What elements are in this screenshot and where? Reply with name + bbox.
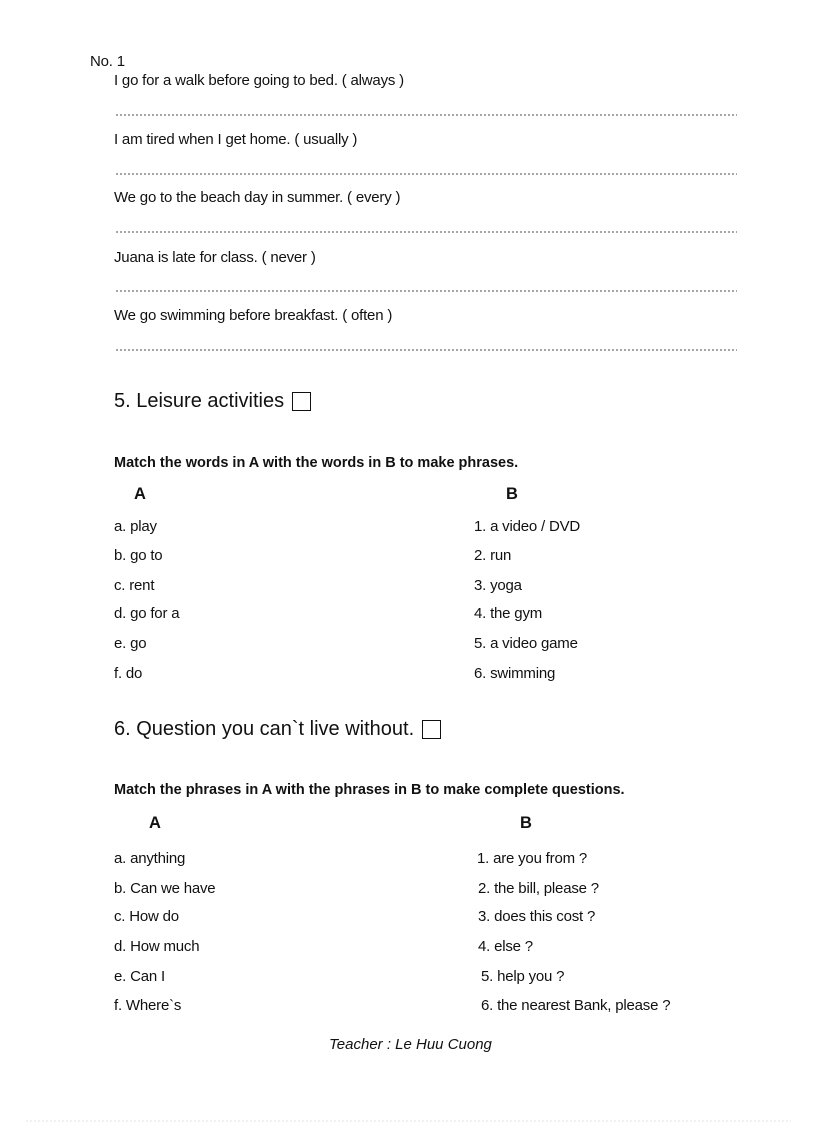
section6-b-item: 5. help you ? [481,968,565,985]
section5-b-item: 1. a video / DVD [474,518,581,535]
answer-line-3[interactable] [115,231,737,233]
section5-instruction: Match the words in A with the words in B to make phrases. [114,455,519,471]
section6-title [114,718,441,741]
exercise-number: No. 1 [90,53,125,70]
section5-a-item: c. rent [114,577,155,594]
section5-b-item: 6. swimming [474,665,556,682]
section5-a-item: e. go [114,635,147,652]
section6-a-item: a. anything [114,850,186,867]
answer-line-4[interactable] [115,290,737,292]
section5-col-b-header: B [506,485,518,503]
section6-checkbox-icon[interactable] [422,720,441,739]
sentence-2: I am tired when I get home. ( usually ) [114,131,358,148]
section5-a-item: f. do [114,665,143,682]
section5-col-a-header: A [134,485,146,503]
section6-title-text: 6. Question you can`t live without. [114,718,415,740]
section5-b-item: 5. a video game [474,635,578,652]
section6-a-item: e. Can I [114,968,165,985]
section5-a-item: d. go for a [114,605,180,622]
sentence-3: We go to the beach day in summer. ( every ) [114,189,401,206]
section6-instruction: Match the phrases in A with the phrases in B to make complete questions. [114,782,625,798]
section6-b-item: 4. else ? [478,938,533,955]
section6-b-item: 6. the nearest Bank, please ? [481,997,671,1014]
section6-b-item: 2. the bill, please ? [478,880,599,897]
page-bottom-edge [25,1120,791,1122]
section6-a-item: b. Can we have [114,880,216,897]
answer-line-2[interactable] [115,173,737,175]
section5-b-item: 2. run [474,547,512,564]
section5-title-text: 5. Leisure activities [114,390,285,412]
section5-b-item: 4. the gym [474,605,543,622]
section6-a-item: f. Where`s [114,997,182,1014]
section6-a-item: c. How do [114,908,179,925]
section6-col-b-header: B [520,814,532,832]
section5-a-item: b. go to [114,547,163,564]
section6-b-item: 1. are you from ? [477,850,587,867]
answer-line-5[interactable] [115,349,737,351]
section5-b-item: 3. yoga [474,577,522,594]
section6-col-a-header: A [149,814,161,832]
section6-b-item: 3. does this cost ? [478,908,596,925]
teacher-footer: Teacher : Le Huu Cuong [329,1036,492,1053]
sentence-5: We go swimming before breakfast. ( often ) [114,307,393,324]
section5-a-item: a. play [114,518,157,535]
sentence-4: Juana is late for class. ( never ) [114,249,316,266]
section6-a-item: d. How much [114,938,200,955]
section5-title [114,390,311,413]
section5-checkbox-icon[interactable] [292,392,311,411]
answer-line-1[interactable] [115,114,737,116]
sentence-1: I go for a walk before going to bed. ( always ) [114,72,404,89]
